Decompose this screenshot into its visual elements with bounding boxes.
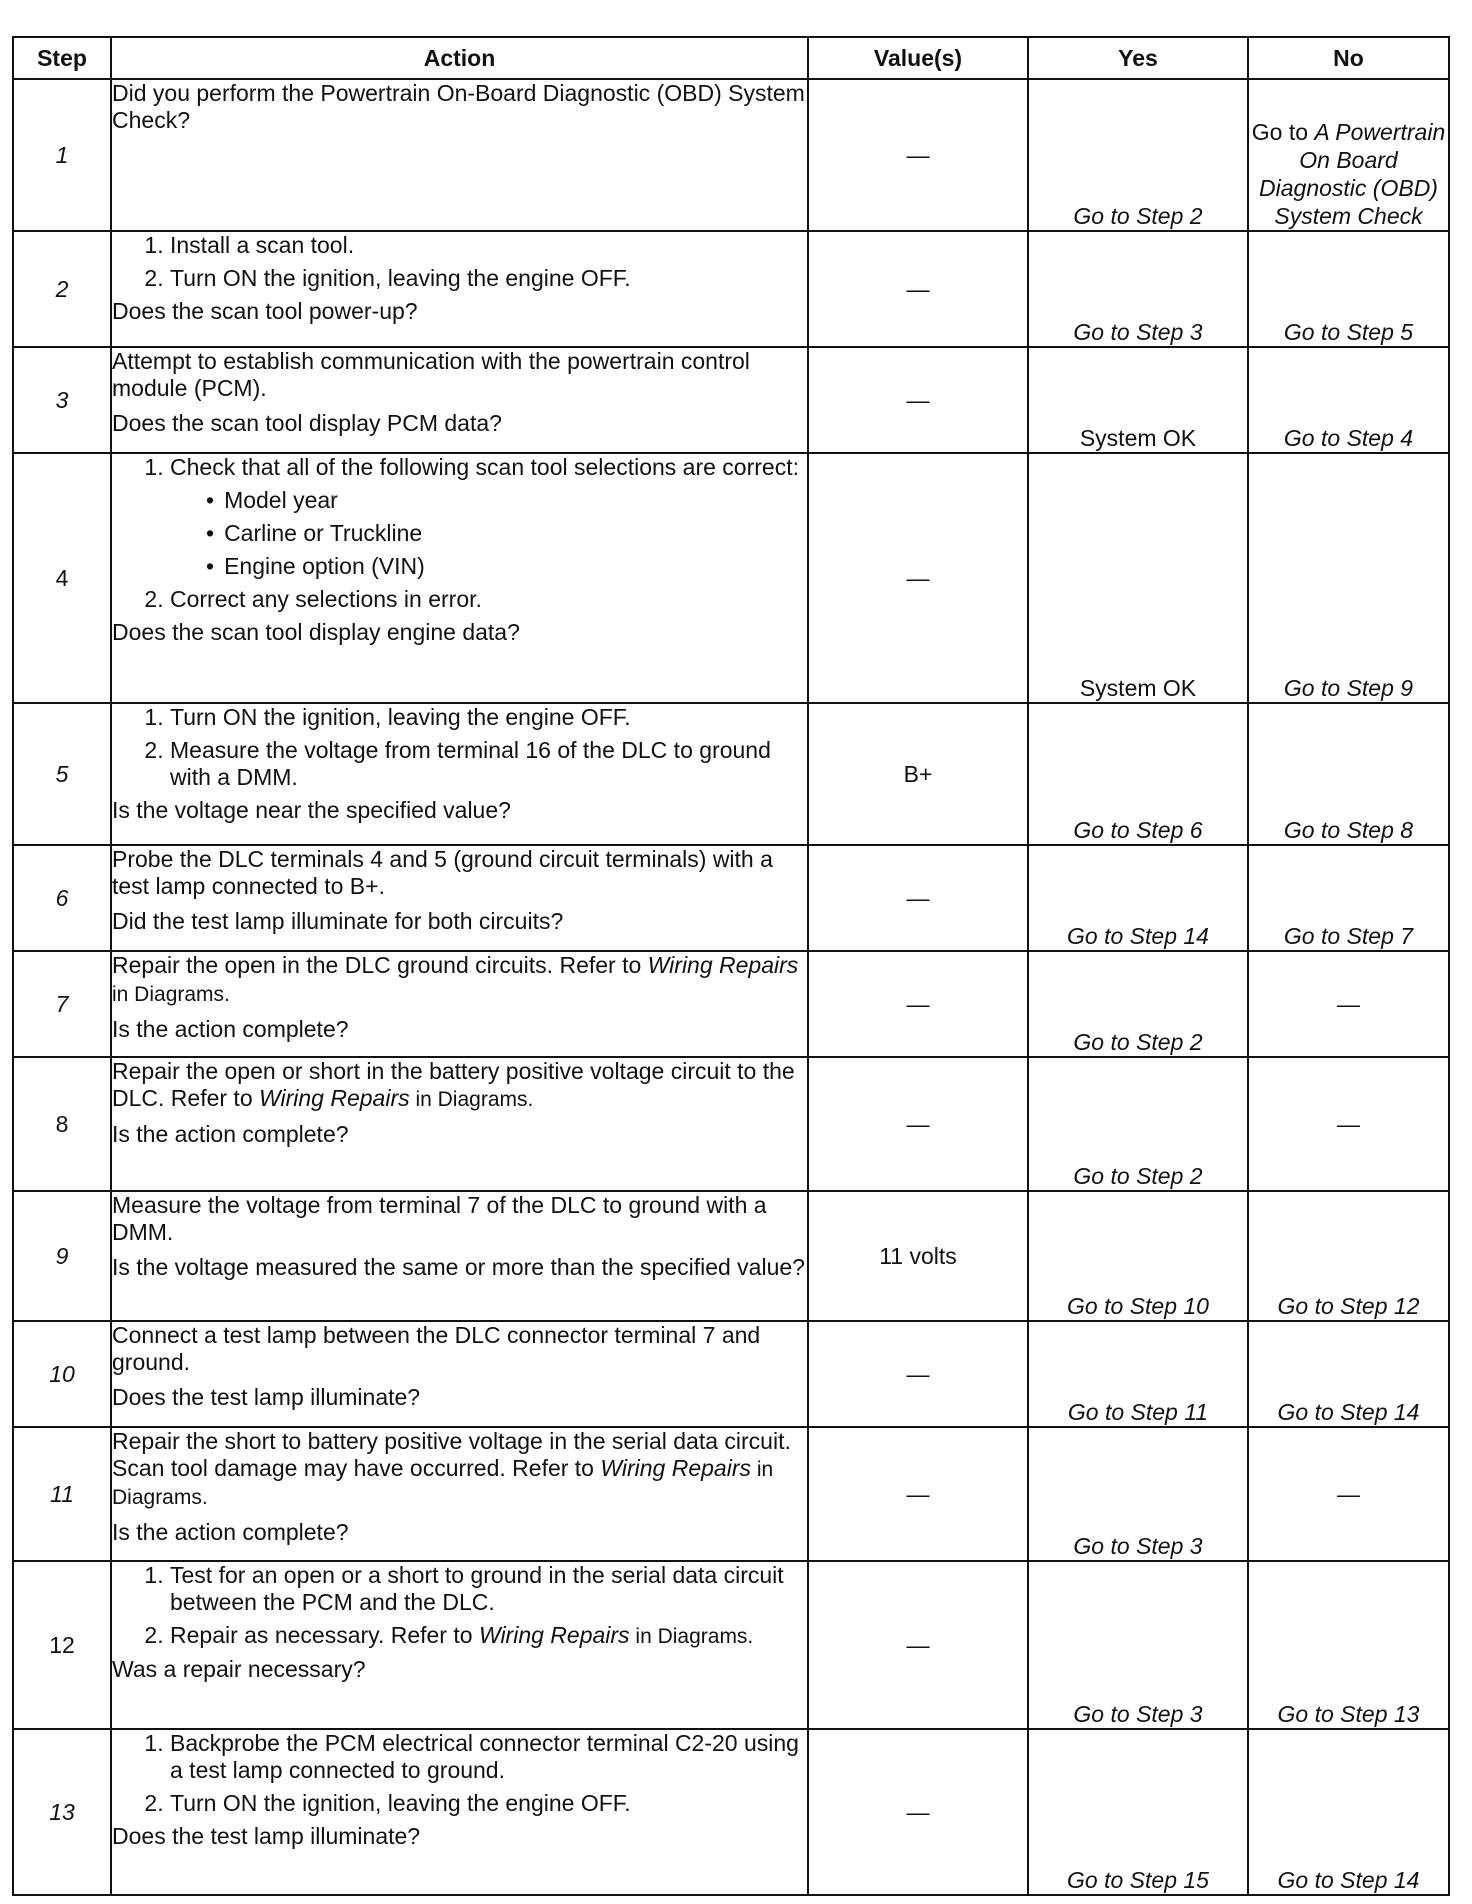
- action-question: Was a repair necessary?: [112, 1656, 366, 1682]
- header-row: [13, 37, 1449, 79]
- value-cell: —: [808, 231, 1028, 347]
- action-text-part: Repair the open in the DLC ground circuits. Refer to: [112, 952, 648, 978]
- no-cell: Go to Step 13: [1248, 1561, 1449, 1729]
- action-text-part: in Diagrams.: [112, 1458, 774, 1509]
- action-cell: [111, 703, 808, 845]
- header-step: Step: [13, 37, 111, 79]
- action-text-part: Repair the short to battery positive voltage in the serial data circuit. Scan tool damage may have occurred. Refer to: [112, 1428, 791, 1481]
- action-item: 2. Correct any selections in error.: [170, 586, 807, 613]
- action-text: Measure the voltage from terminal 7 of the DLC to ground with a DMM.: [112, 1192, 767, 1245]
- action-question: Is the action complete?: [112, 1519, 349, 1545]
- table-row: [13, 951, 1449, 1057]
- action-list: [112, 454, 807, 613]
- wiring-repairs-ref: Wiring Repairs: [647, 952, 799, 978]
- action-question: Is the voltage near the specified value?: [112, 797, 511, 823]
- action-text: [112, 1058, 807, 1113]
- table-row: [13, 231, 1449, 347]
- action-cell: [111, 79, 808, 231]
- yes-cell: Go to Step 6: [1028, 703, 1248, 845]
- table-row: [13, 1729, 1449, 1895]
- value-cell: —: [808, 845, 1028, 951]
- yes-cell: Go to Step 14: [1028, 845, 1248, 951]
- yes-cell: Go to Step 10: [1028, 1191, 1248, 1321]
- selection-item: • Engine option (VIN): [206, 553, 807, 580]
- action-question: Is the action complete?: [112, 1121, 349, 1147]
- no-link-text: A Powertrain On Board Diagnostic (OBD) System Check: [1259, 119, 1446, 229]
- selection-item: • Carline or Truckline: [206, 520, 807, 547]
- table-row: [13, 1427, 1449, 1561]
- yes-cell: Go to Step 3: [1028, 1561, 1248, 1729]
- table-row: [13, 1321, 1449, 1427]
- yes-cell: Go to Step 3: [1028, 1427, 1248, 1561]
- yes-cell: Go to Step 15: [1028, 1729, 1248, 1895]
- action-text: Connect a test lamp between the DLC connector terminal 7 and ground.: [112, 1322, 761, 1375]
- action-cell: [111, 951, 808, 1057]
- action-cell: [111, 1561, 808, 1729]
- value-cell: —: [808, 1561, 1028, 1729]
- table-row: [13, 703, 1449, 845]
- action-item: [170, 454, 807, 580]
- yes-cell: Go to Step 2: [1028, 79, 1248, 231]
- yes-cell: System OK: [1028, 453, 1248, 703]
- action-list: [112, 1562, 807, 1650]
- wiring-repairs-ref: Wiring Repairs: [259, 1085, 410, 1111]
- no-prefix: Go to: [1251, 119, 1315, 145]
- step-number: 12: [13, 1561, 111, 1729]
- no-cell: —: [1248, 1427, 1449, 1561]
- action-cell: [111, 347, 808, 453]
- action-question: Does the test lamp illuminate?: [112, 1384, 421, 1410]
- action-item: 1. Install a scan tool.: [170, 232, 807, 259]
- action-cell: [111, 1427, 808, 1561]
- action-text: [112, 1428, 807, 1511]
- action-cell: [111, 845, 808, 951]
- action-question: Does the scan tool display engine data?: [112, 619, 520, 645]
- yes-cell: Go to Step 11: [1028, 1321, 1248, 1427]
- action-item: 1. Turn ON the ignition, leaving the engine OFF.: [170, 704, 807, 731]
- value-cell: —: [808, 1427, 1028, 1561]
- action-item: 2. Turn ON the ignition, leaving the engine OFF.: [170, 1790, 807, 1817]
- wiring-repairs-ref: Wiring Repairs: [600, 1455, 751, 1481]
- action-text-part: Repair the open or short in the battery positive voltage circuit to the DLC. Refer to: [112, 1058, 795, 1111]
- selection-item: • Model year: [206, 487, 807, 514]
- table-row: [13, 1191, 1449, 1321]
- no-cell: —: [1248, 1057, 1449, 1191]
- action-cell: [111, 1057, 808, 1191]
- no-cell: Go to Step 9: [1248, 453, 1449, 703]
- yes-cell: Go to Step 2: [1028, 951, 1248, 1057]
- action-text-part: in Diagrams.: [112, 983, 230, 1006]
- no-cell: Go to Step 5: [1248, 231, 1449, 347]
- action-item: 1. Backprobe the PCM electrical connector terminal C2-20 using a test lamp connected to ground.: [170, 1730, 807, 1784]
- step-number: 3: [13, 347, 111, 453]
- action-item-text: Check that all of the following scan tool selections are correct:: [170, 454, 799, 480]
- value-cell: —: [808, 1321, 1028, 1427]
- value-cell: 11 volts: [808, 1191, 1028, 1321]
- no-cell: Go to Step 14: [1248, 1321, 1449, 1427]
- step-number: 5: [13, 703, 111, 845]
- action-item: 2. Measure the voltage from terminal 16 of the DLC to ground with a DMM.: [170, 737, 807, 791]
- header-action: Action: [111, 37, 808, 79]
- step-number: 9: [13, 1191, 111, 1321]
- value-cell: —: [808, 951, 1028, 1057]
- action-question: Is the voltage measured the same or more than the specified value?: [112, 1254, 805, 1280]
- action-item: [170, 1622, 807, 1650]
- value-cell: —: [808, 1729, 1028, 1895]
- step-number: 13: [13, 1729, 111, 1895]
- step-number: 8: [13, 1057, 111, 1191]
- table-row: [13, 453, 1449, 703]
- header-values: Value(s): [808, 37, 1028, 79]
- action-text: Probe the DLC terminals 4 and 5 (ground circuit terminals) with a test lamp connected to B+.: [112, 846, 773, 899]
- value-cell: B+: [808, 703, 1028, 845]
- action-text-part: in Diagrams.: [409, 1088, 534, 1111]
- table-row: [13, 1561, 1449, 1729]
- step-number: 7: [13, 951, 111, 1057]
- diagnostic-table: [12, 36, 1450, 1896]
- action-cell: [111, 453, 808, 703]
- yes-cell: System OK: [1028, 347, 1248, 453]
- table-row: [13, 79, 1449, 231]
- action-list: [112, 704, 807, 791]
- table-row: [13, 845, 1449, 951]
- header-no: No: [1248, 37, 1449, 79]
- step-number: 10: [13, 1321, 111, 1427]
- no-cell: Go to Step 12: [1248, 1191, 1449, 1321]
- action-text: [112, 952, 807, 1008]
- action-question: Does the scan tool display PCM data?: [112, 410, 502, 436]
- action-cell: [111, 231, 808, 347]
- action-item: 2. Turn ON the ignition, leaving the engine OFF.: [170, 265, 807, 292]
- no-cell: —: [1248, 951, 1449, 1057]
- step-number: 11: [13, 1427, 111, 1561]
- step-number: 4: [13, 453, 111, 703]
- step-number: 1: [13, 79, 111, 231]
- yes-cell: Go to Step 3: [1028, 231, 1248, 347]
- value-cell: —: [808, 1057, 1028, 1191]
- action-question: Does the scan tool power-up?: [112, 298, 418, 324]
- action-text: Attempt to establish communication with the powertrain control module (PCM).: [112, 348, 750, 401]
- table-row: [13, 1057, 1449, 1191]
- step-number: 2: [13, 231, 111, 347]
- no-cell: Go to Step 14: [1248, 1729, 1449, 1895]
- action-text: Did you perform the Powertrain On-Board Diagnostic (OBD) System Check?: [112, 80, 805, 133]
- action-cell: [111, 1729, 808, 1895]
- wiring-repairs-ref: Wiring Repairs: [478, 1622, 630, 1648]
- no-cell: Go to Step 7: [1248, 845, 1449, 951]
- value-cell: —: [808, 347, 1028, 453]
- no-cell: Go to Step 8: [1248, 703, 1449, 845]
- action-cell: [111, 1321, 808, 1427]
- header-yes: Yes: [1028, 37, 1248, 79]
- action-cell: [111, 1191, 808, 1321]
- action-item: 1. Test for an open or a short to ground in the serial data circuit between the PCM and the DLC.: [170, 1562, 807, 1616]
- action-question: Did the test lamp illuminate for both circuits?: [112, 908, 564, 934]
- selection-list: [170, 487, 807, 580]
- action-question: Is the action complete?: [112, 1016, 349, 1042]
- table-row: [13, 347, 1449, 453]
- action-list: [112, 1730, 807, 1817]
- yes-cell: Go to Step 2: [1028, 1057, 1248, 1191]
- action-text-part: in Diagrams.: [629, 1625, 754, 1648]
- no-cell: Go to Step 4: [1248, 347, 1449, 453]
- no-cell: [1248, 79, 1449, 231]
- action-list: [112, 232, 807, 292]
- value-cell: —: [808, 79, 1028, 231]
- value-cell: —: [808, 453, 1028, 703]
- action-question: Does the test lamp illuminate?: [112, 1823, 421, 1849]
- step-number: 6: [13, 845, 111, 951]
- action-text-part: Repair as necessary. Refer to: [170, 1622, 479, 1648]
